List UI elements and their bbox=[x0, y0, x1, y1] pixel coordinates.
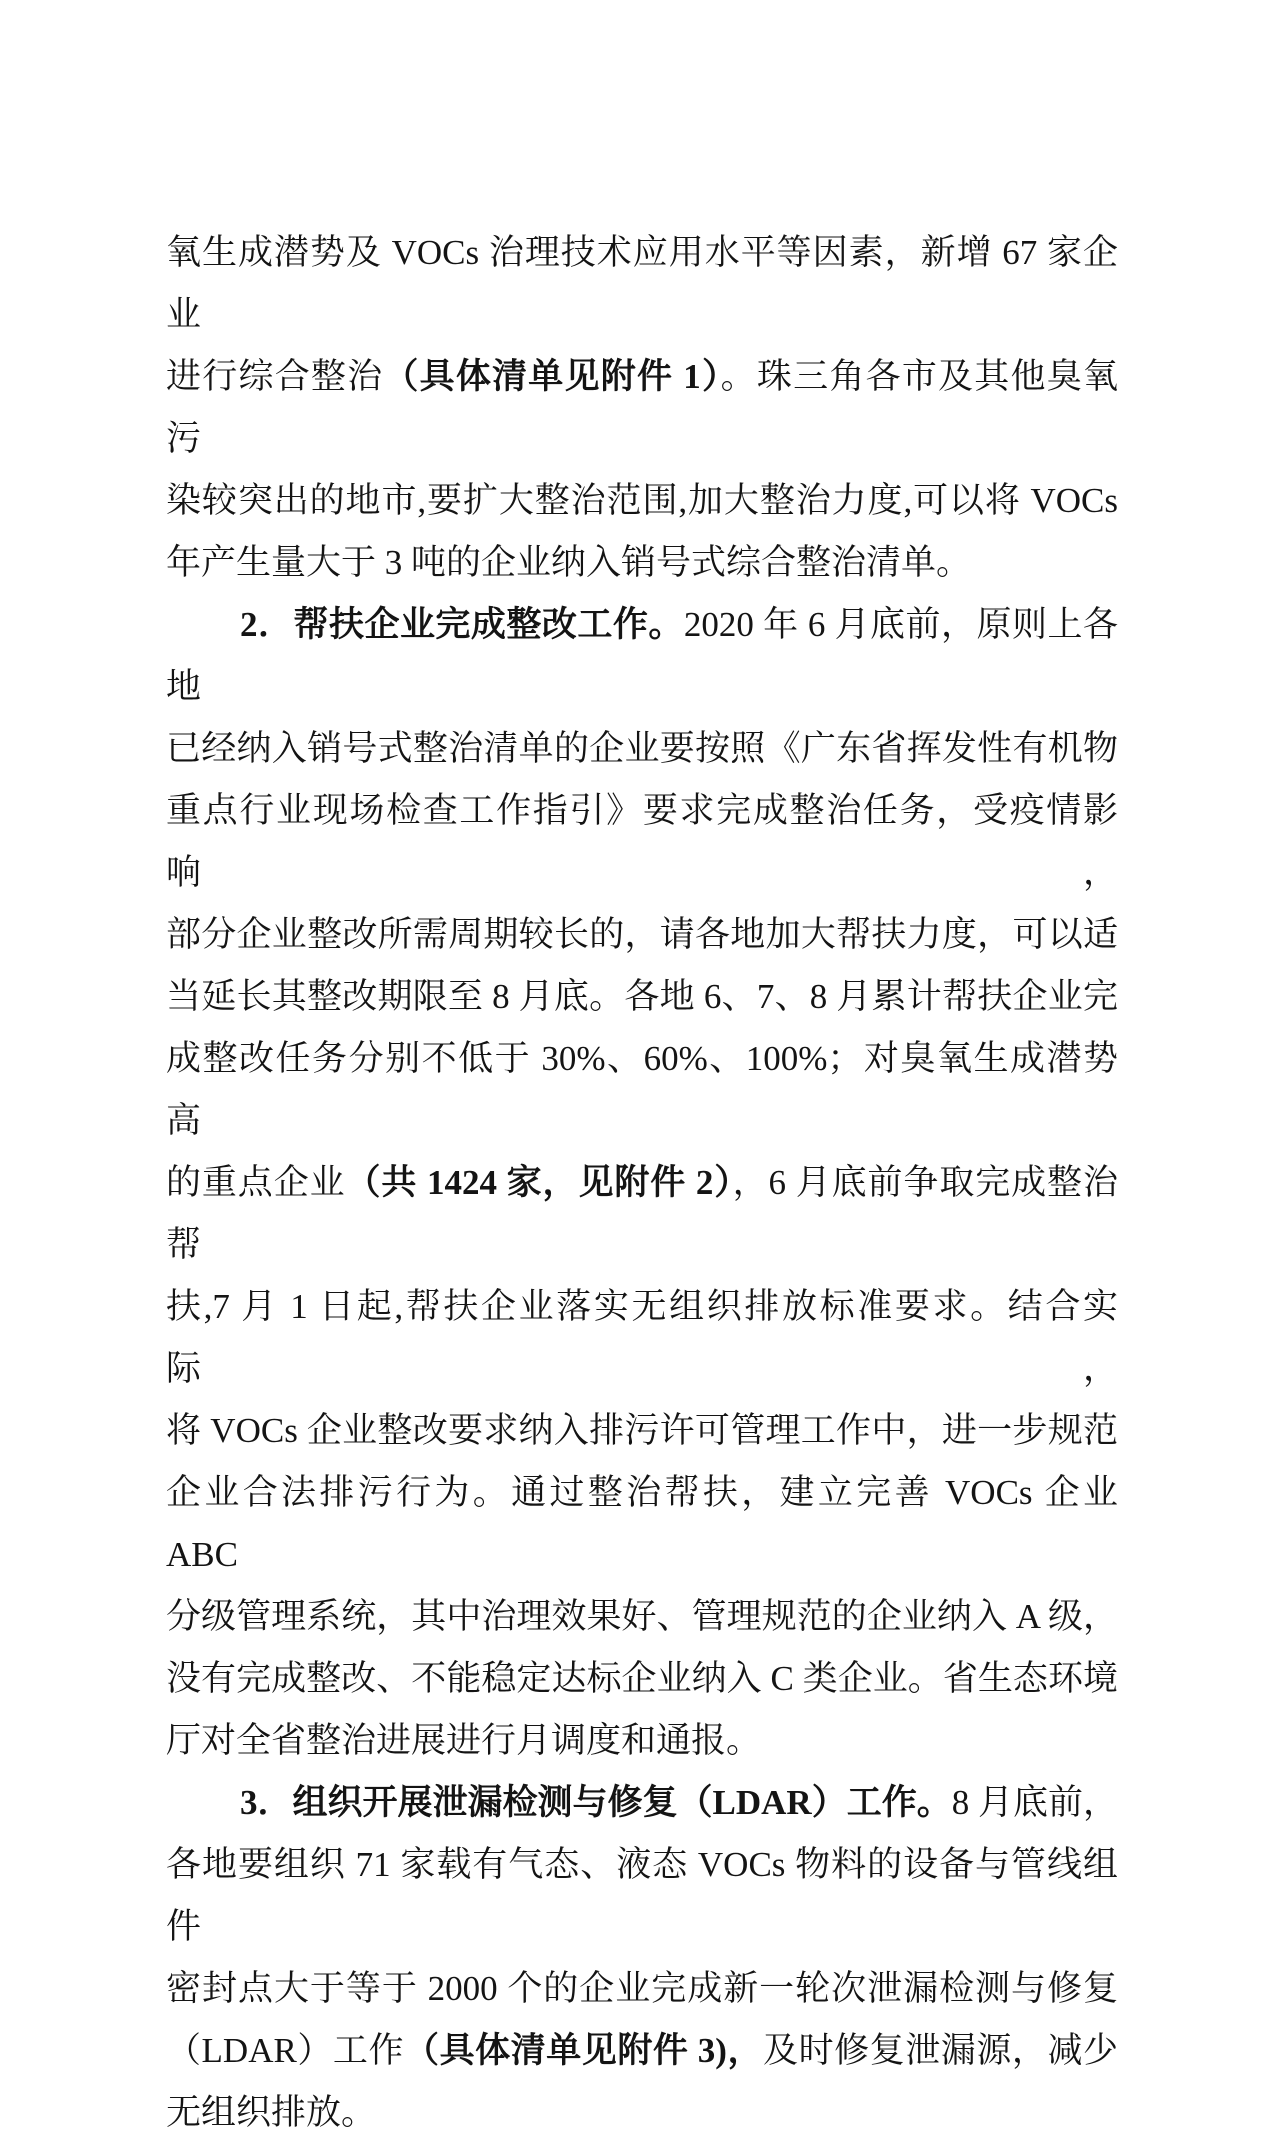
text-segment: 及时修复泄漏源，减少 bbox=[763, 2031, 1118, 2070]
text-segment: 分级管理系统，其中治理效果好、管理规范的企业纳入 A 级， bbox=[166, 1597, 1118, 1636]
text-line bbox=[166, 222, 1118, 346]
text-line bbox=[166, 1958, 1118, 2020]
text-line bbox=[166, 1710, 1118, 1772]
text-line bbox=[166, 594, 1118, 718]
text-line bbox=[166, 1772, 1118, 1834]
text-line bbox=[166, 346, 1118, 470]
bold-text-segment: 2．帮扶企业完成整改工作。 bbox=[240, 605, 684, 644]
text-segment: 厅对全省整治进展进行月调度和通报。 bbox=[166, 1721, 762, 1760]
bold-text-segment: （共 1424 家，见附件 2） bbox=[345, 1163, 733, 1202]
text-segment: 重点行业现场检查工作指引》要求完成整治任务，受疫情影响， bbox=[166, 791, 1118, 892]
text-line bbox=[166, 1400, 1118, 1462]
text-segment: 2020 年 6 月底前，原则上各地 bbox=[166, 605, 1118, 706]
text-segment: 成整改任务分别不低于 30%、60%、100%；对臭氧生成潜势高 bbox=[166, 1039, 1118, 1140]
text-segment: 企业合法排污行为。通过整治帮扶，建立完善 VOCs 企业 ABC bbox=[166, 1473, 1118, 1574]
text-line bbox=[166, 1152, 1118, 1276]
text-line bbox=[166, 1276, 1118, 1400]
text-block bbox=[166, 222, 1118, 2144]
text-segment: ，6 月底前争取完成整治帮 bbox=[166, 1163, 1118, 1264]
text-line bbox=[166, 2020, 1118, 2082]
text-segment: 年产生量大于 3 吨的企业纳入销号式综合整治清单。 bbox=[166, 543, 972, 582]
text-segment: 已经纳入销号式整治清单的企业要按照《广东省挥发性有机物 bbox=[166, 729, 1118, 768]
text-segment: 密封点大于等于 2000 个的企业完成新一轮次泄漏检测与修复 bbox=[166, 1969, 1118, 2008]
text-line bbox=[166, 1648, 1118, 1710]
text-line bbox=[166, 780, 1118, 904]
text-segment: 扶,7 月 1 日起,帮扶企业落实无组织排放标准要求。结合实际， bbox=[166, 1287, 1118, 1388]
bold-text-segment: 3．组织开展泄漏检测与修复（LDAR）工作。 bbox=[240, 1783, 952, 1822]
text-segment: 进行综合整治 bbox=[166, 357, 384, 396]
text-segment: 氧生成潜势及 VOCs 治理技术应用水平等因素，新增 67 家企业 bbox=[166, 233, 1118, 334]
text-line bbox=[166, 718, 1118, 780]
text-line bbox=[166, 470, 1118, 532]
text-segment: 染较突出的地市,要扩大整治范围,加大整治力度,可以将 VOCs bbox=[166, 481, 1118, 520]
text-segment: 。珠三角各市及其他臭氧污 bbox=[166, 357, 1118, 458]
text-segment: 8 月底前， bbox=[951, 1783, 1118, 1822]
text-line bbox=[166, 966, 1118, 1028]
text-segment: 部分企业整改所需周期较长的，请各地加大帮扶力度，可以适 bbox=[166, 915, 1118, 954]
text-segment: （LDAR）工作 bbox=[166, 2031, 405, 2070]
text-segment: 各地要组织 71 家载有气态、液态 VOCs 物料的设备与管线组件 bbox=[166, 1845, 1118, 1946]
text-segment: 无组织排放。 bbox=[166, 2093, 377, 2132]
text-line bbox=[166, 1834, 1118, 1958]
text-segment: 当延长其整改期限至 8 月底。各地 6、7、8 月累计帮扶企业完 bbox=[166, 977, 1118, 1016]
bold-text-segment: （具体清单见附件 1） bbox=[383, 357, 721, 396]
text-line bbox=[166, 1462, 1118, 1586]
text-line bbox=[166, 532, 1118, 594]
text-segment: 的重点企业 bbox=[166, 1163, 346, 1202]
text-line bbox=[166, 1586, 1118, 1648]
text-segment: 将 VOCs 企业整改要求纳入排污许可管理工作中，进一步规范 bbox=[166, 1411, 1118, 1450]
text-line bbox=[166, 2082, 1118, 2144]
text-line bbox=[166, 904, 1118, 966]
text-line bbox=[166, 1028, 1118, 1152]
text-segment: 没有完成整改、不能稳定达标企业纳入 C 类企业。省生态环境 bbox=[166, 1659, 1118, 1698]
bold-text-segment: （具体清单见附件 3)， bbox=[404, 2031, 764, 2070]
